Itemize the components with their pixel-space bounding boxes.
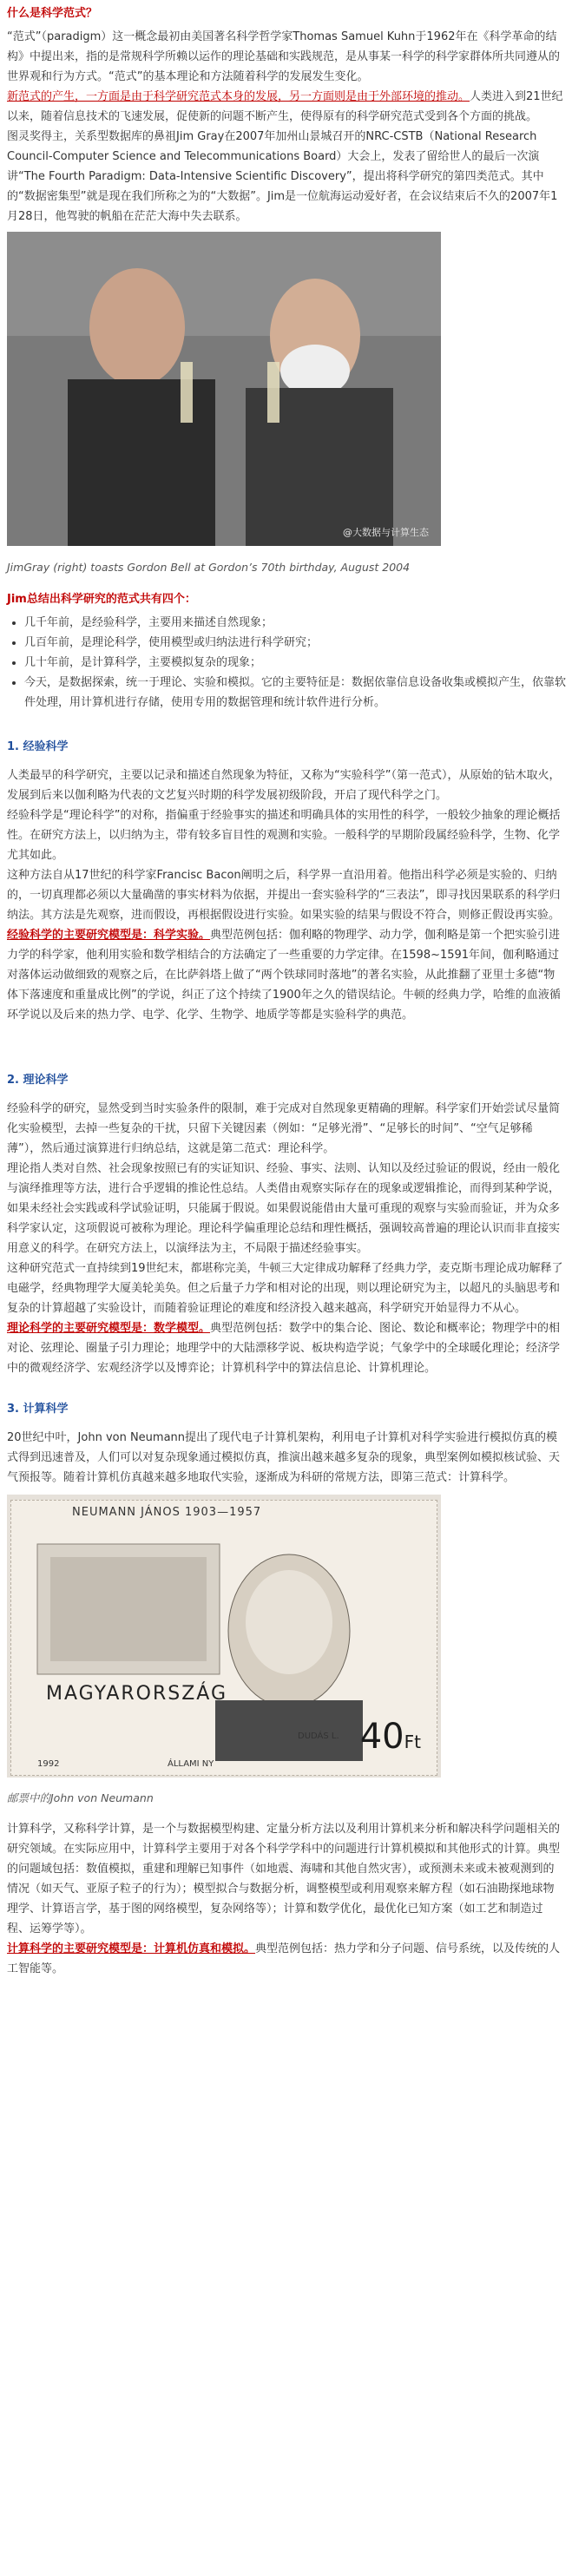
list-item: • 今天，是数据探索，统一于理论、实验和模拟。它的主要特征是：数据依靠信息设备收集或模拟产生，依靠软件处理，用计算机进行存储，使用专用的数据管理和统计软件进行分析。 bbox=[24, 673, 572, 713]
intro-paragraph: “范式”（paradigm）这一概念最初由美国著名科学哲学家Thomas Samuel Kuhn于1962年在《科学革命的结构》中提出来，指的是常规科学所赖以运作的理论基础和实践规范，是从事某一科学的科学家群体所共同遵从的世界观和行为方式。“范式”的基本理论和方法随着科学的发展发生变化。 bbox=[7, 30, 561, 83]
intro-text: 人类进入到21世纪以来，随着信息技术的飞速发展，促使新的问题不断产生，使得原有的科学研究范式受到各个方面的挑战。 bbox=[7, 90, 563, 123]
photo-illustration bbox=[7, 232, 441, 546]
paragraph: 这种方法自从17世纪的科学家Francisc Bacon阐明之后，科学界一直沿用着。他指出科学必须是实验的、归纳的，一切真理都必须以大量确凿的事实材料为依据，并提出一套实验科学的“三表法”，即寻找因果联系的科学归纳法。其方法是先观察，进而假设，再根据假设进行实验。如果实验的结果与假设不符合，则修正假设再实验。 bbox=[7, 868, 561, 922]
paragraph: 经验科学是“理论科学”的对称，指偏重于经验事实的描述和明确具体的实用性的科学，一般较少抽象的理论概括性。在研究方法上，以归纳为主，带有较多盲目性的观测和实验。一般科学的早期阶段属经验科学，生物、化学尤其如此。 bbox=[7, 808, 561, 862]
page-title: 什么是科学范式？ bbox=[7, 7, 98, 20]
paragraph bbox=[0, 1318, 572, 1378]
stamp-printer: ÁLLAMI NY bbox=[168, 1758, 214, 1769]
intro-paragraph bbox=[0, 87, 572, 127]
model-label: 理论科学的主要研究模型是：数学模型。 bbox=[7, 1321, 211, 1335]
paragraph-text: 典型范例包括：伽利略的物理学、动力学，伽利略是第一个把实验引进力学的科学家，他利用实验和数学相结合的方法确定了一些重要的力学定律。在1598~1591年间，伽利略通过对落体运动做细致的观察之后，在比萨斜塔上做了“两个铁球同时落地”的著名实验，从此推翻了亚里士多德“物体下落速度和重量成比例”的学说，纠正了这个持续了1900年之久的错误结论。牛顿的经典力学，哈维的血液循环学说以及后来的热力学、电学、化学、生物学、地质学等都是实验科学的典范。 bbox=[7, 928, 561, 1022]
list-item: • 几千年前，是经验科学，主要用来描述自然现象； bbox=[24, 613, 572, 633]
section-heading-theoretical: 2. 理论科学 bbox=[7, 1073, 69, 1087]
model-label: 计算科学的主要研究模型是：计算机仿真和模拟。 bbox=[7, 1942, 256, 1955]
paradigm-heading: Jim总结出科学研究的范式共有四个： bbox=[7, 592, 196, 606]
model-label: 经验科学的主要研究模型是：科学实验。 bbox=[7, 928, 211, 942]
paragraph: 这种研究范式一直持续到19世纪末，都堪称完美，牛顿三大定律成功解释了经典力学，麦克斯韦理论成功解释了电磁学，经典物理学大厦美轮美奂。但之后量子力学和相对论的出现，则以理论研究为主，以超凡的头脑思考和复杂的计算超越了实验设计，而随着验证理论的难度和经济投入越来越高，科学研究开始显得力不从心。 bbox=[7, 1261, 563, 1315]
paragraph bbox=[0, 1939, 572, 1979]
stamp-name: NEUMANN JÁNOS 1903—1957 bbox=[72, 1505, 262, 1519]
stamp-year: 1992 bbox=[37, 1758, 60, 1769]
paragraph: 理论指人类对自然、社会现象按照已有的实证知识、经验、事实、法则、认知以及经过验证的假说，经由一般化与演绎推理等方法，进行合乎逻辑的推论性总结。人类借由观察实际存在的现象或逻辑推论，而得到某种学说，如果未经社会实践或科学试验证明，只能属于假说。如果假说能借由大量可重现的观察与实验而验证，并为众多科学家认定，这项假说可被称为理论。理论科学偏重理论总结和理性概括，强调较高普遍的理论认识而非直接实用意义的科学。在研究方法上，以演绎法为主，不局限于描述经验事实。 bbox=[7, 1161, 561, 1255]
stamp-value-unit: Ft bbox=[404, 1731, 421, 1752]
paragraph bbox=[0, 925, 572, 1025]
stamp-value bbox=[360, 1718, 421, 1756]
list-item: • 几十年前，是计算科学，主要模拟复杂的现象； bbox=[24, 653, 572, 673]
stamp-country: MAGYARORSZÁG bbox=[46, 1682, 228, 1705]
stamp-designer: DUDÁS L. bbox=[298, 1731, 339, 1741]
section-heading-computational: 3. 计算科学 bbox=[7, 1402, 69, 1416]
highlight-text: 新范式的产生，一方面是由于科学研究范式本身的发展，另一方面则是由于外部环境的推动。 bbox=[7, 90, 470, 103]
list-item: • 几百年前，是理论科学，使用模型或归纳法进行科学研究； bbox=[24, 633, 572, 653]
paradigm-list bbox=[0, 613, 572, 713]
paragraph-text: 典型范例包括：热力学和分子问题、信号系统，以及传统的人工智能等。 bbox=[7, 1942, 561, 1975]
intro-paragraph: 图灵奖得主，关系型数据库的鼻祖Jim Gray在2007年加州山景城召开的NRC-CSTB（National Research Council-Computer Science and Telecommunications Board）大会上，发表了留给世人的最后一次演讲“The Fourth Paradigm: Data-Intensive Scientific Discovery”，提出将科学研究的第四类范式。其中的“数据密集型”就是现在我们所称之为的“大数据”。Jim是一位航海运动爱好者，在会议结束后不久的2007年1月28日，他驾驶的帆船在茫茫大海中失去联系。 bbox=[7, 130, 558, 223]
paragraph: 计算科学，又称科学计算，是一个与数据模型构建、定量分析方法以及利用计算机来分析和解决科学问题相关的研究领域。在实际应用中，计算科学主要用于对各个科学学科中的问题进行计算机模拟和其他形式的计算。典型的问题域包括：数值模拟，重建和理解已知事件（如地震、海啸和其他自然灾害），或预测未来或未被观测到的情况（如天气、亚原子粒子的行为）；模型拟合与数据分析，调整模型或利用观察来解方程（如石油勘探地球物理学、计算语言学，基于图的网络模型，复杂网络等）；计算和数学优化，最优化已知方案（如工艺和制造过程、运筹学等）。 bbox=[7, 1822, 561, 1935]
photo-jim-gray-gordon-bell bbox=[7, 232, 441, 546]
stamp bbox=[10, 1500, 437, 1776]
stamp-caption: 邮票中的John von Neumann bbox=[7, 1791, 154, 1804]
paragraph-text: 典型范例包括：数学中的集合论、图论、数论和概率论；物理学中的相对论、弦理论、圈量子引力理论；地理学中的大陆漂移学说、板块构造学说；气象学中的全球暖化理论；经济学中的微观经济学、宏观经济学以及博弈论；计算机科学中的算法信息论、计算机理论。 bbox=[7, 1321, 561, 1375]
paragraph: 经验科学的研究，显然受到当时实验条件的限制，难于完成对自然现象更精确的理解。科学家们开始尝试尽量简化实验模型，去掉一些复杂的干扰，只留下关键因素（例如：“足够光滑”、“足够长的时间”、“空气足够稀薄”），然后通过演算进行归纳总结，这就是第二范式：理论科学。 bbox=[7, 1101, 561, 1155]
section-heading-empirical: 1. 经验科学 bbox=[7, 739, 69, 753]
paragraph: 人类最早的科学研究，主要以记录和描述自然现象为特征，又称为“实验科学”（第一范式），从原始的钻木取火，发展到后来以伽利略为代表的文艺复兴时期的科学发展初级阶段，开启了现代科学之门。 bbox=[7, 768, 561, 802]
photo-caption: JimGray (right) toasts Gordon Bell at Gordon’s 70th birthday, August 2004 bbox=[7, 560, 411, 574]
watermark: @大数据与计算生态 bbox=[343, 527, 429, 538]
stamp-value-number: 40 bbox=[359, 1716, 404, 1757]
paragraph: 20世纪中叶，John von Neumann提出了现代电子计算机架构，利用电子计算机对科学实验进行模拟仿真的模式得到迅速普及，人们可以对复杂现象通过模拟仿真，推演出越来越多复杂的现象，典型案例如模拟核试验、天气预报等。随着计算机仿真越来越多地取代实验，逐渐成为科研的常规方法，即第三范式：计算科学。 bbox=[7, 1430, 561, 1484]
stamp-image bbox=[7, 1495, 441, 1778]
